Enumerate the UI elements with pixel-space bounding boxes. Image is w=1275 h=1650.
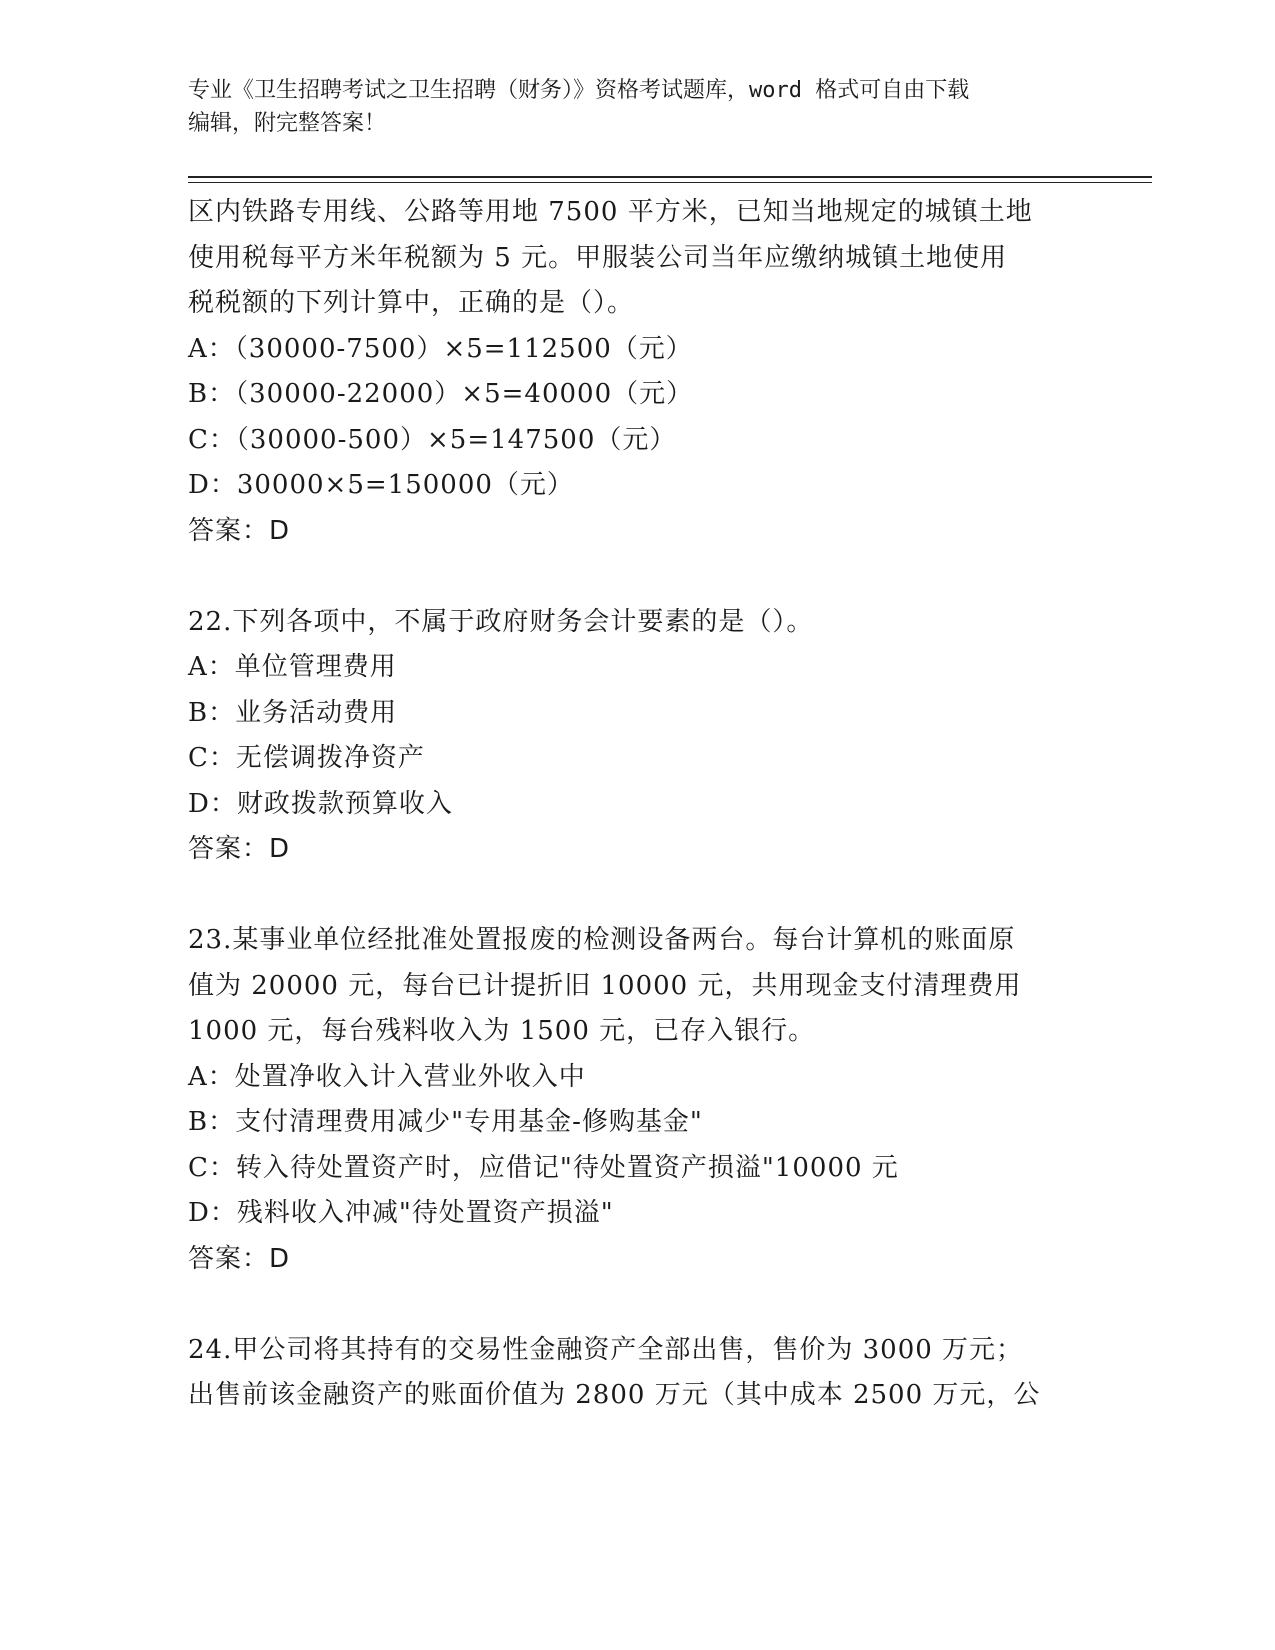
question-text-line: 值为 20000 元，每台已计提折旧 10000 元，共用现金支付清理费用 [188,970,1022,1001]
question-23 [188,918,1088,1282]
header-line-2: 编辑，附完整答案！ [188,111,387,136]
question-text-line: 税税额的下列计算中，正确的是（）。 [188,288,635,318]
answer-line: 答案：D [188,1243,291,1274]
answer-line: 答案：D [188,834,291,864]
question-22 [188,600,1088,873]
question-text-line: 23.某事业单位经批准处置报废的检测设备两台。每台计算机的账面原 [188,925,1016,955]
option-d: D：财政拨款预算收入 [188,788,453,819]
question-text-line: 区内铁路专用线、公路等用地 7500 平方米，已知当地规定的城镇土地 [188,197,1033,227]
option-b: B：支付清理费用减少"专用基金-修购基金" [188,1107,703,1137]
question-text-line: 24.甲公司将其持有的交易性金融资产全部出售，售价为 3000 万元； [188,1334,1024,1365]
option-c: C：转入待处置资产时，应借记"待处置资产损溢"10000 元 [188,1152,899,1183]
spacer [188,873,1088,919]
spacer [188,1282,1088,1328]
option-a: A：（30000-7500）×5=112500（元） [188,333,693,364]
question-text-line: 1000 元，每台残料收入为 1500 元，已存入银行。 [188,1016,816,1046]
option-b: B：业务活动费用 [188,697,398,728]
option-a: A：处置净收入计入营业外收入中 [188,1061,586,1092]
question-text-line: 22.下列各项中，不属于政府财务会计要素的是（）。 [188,606,814,637]
header-divider-thick [188,176,1152,178]
spacer [188,554,1088,600]
option-d: D：30000×5=150000（元） [188,470,574,500]
question-21 [188,190,1088,554]
option-d: D：残料收入冲减"待处置资产损溢" [188,1198,614,1228]
option-b: B：（30000-22000）×5=40000（元） [188,379,694,409]
header-line-1: 专业《卫生招聘考试之卫生招聘（财务）》资格考试题库，word 格式可自由下载 [188,78,970,103]
option-c: C：（30000-500）×5=147500（元） [188,424,677,455]
question-content [188,190,1088,1419]
header-divider-thin [188,182,1152,183]
option-a: A：单位管理费用 [188,652,397,682]
page-header [188,74,1088,140]
answer-line: 答案：D [188,515,291,546]
question-text-line: 使用税每平方米年税额为 5 元。甲服装公司当年应缴纳城镇土地使用 [188,242,1008,273]
option-c: C：无偿调拨净资产 [188,743,425,773]
question-24 [188,1328,1088,1419]
question-text-line: 出售前该金融资产的账面价值为 2800 万元（其中成本 2500 万元，公 [188,1380,1041,1410]
